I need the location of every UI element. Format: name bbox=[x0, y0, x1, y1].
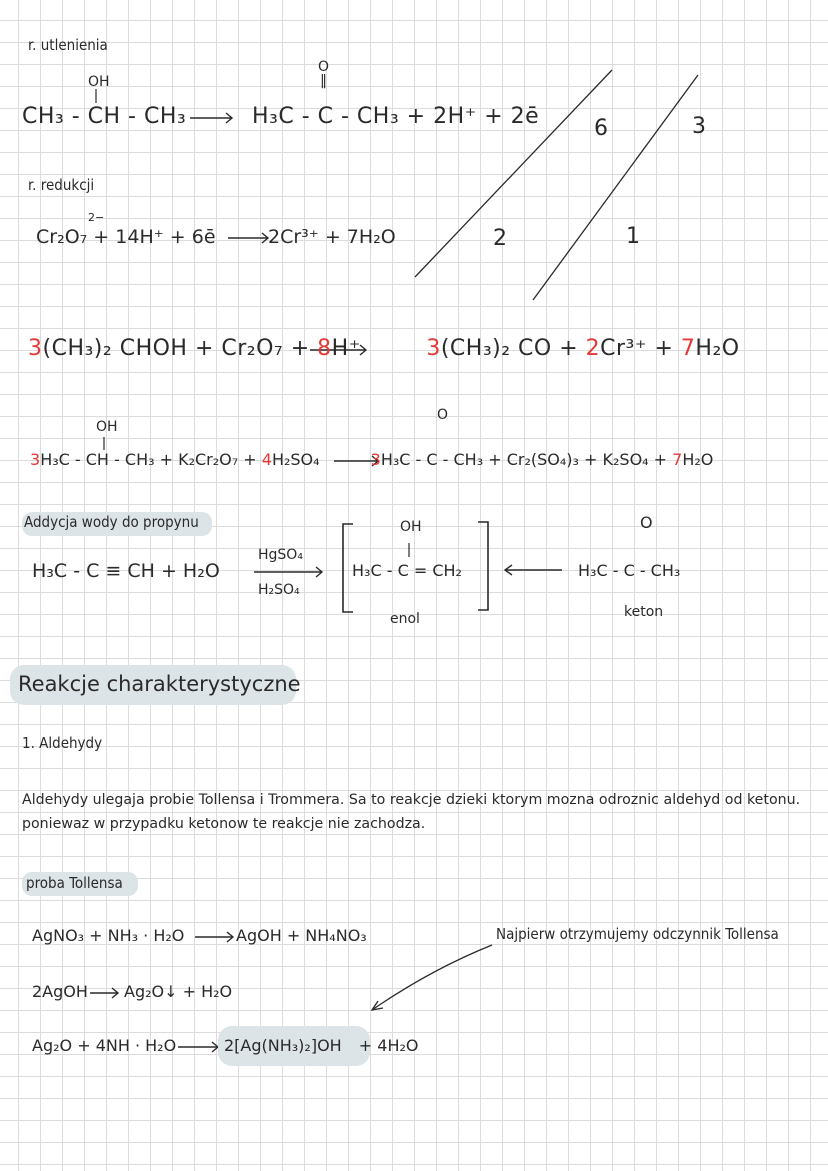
tollens-eq3-reactants: Ag₂O + 4NH · H₂O bbox=[32, 1036, 177, 1055]
balanced2-oh: OH bbox=[96, 419, 118, 435]
section-title: Reakcje charakterystyczne bbox=[18, 672, 301, 696]
reduction-label: r. redukcji bbox=[28, 176, 95, 194]
tollens-title: proba Tollensa bbox=[26, 874, 123, 892]
addition-title: Addycja wody do propynu bbox=[24, 513, 199, 531]
tollens-eq3-products bbox=[224, 1038, 419, 1054]
balanced-equation-2: 3H₃C - CH - CH₃ + K₂Cr₂O₇ + 4H₂SO₄ 3H₃C - C - CH₃ + Cr₂(SO₄)₃ + K₂SO₄ + 7H₂O bbox=[30, 450, 714, 469]
tollens-eq2-reactants: 2AgOH bbox=[32, 982, 88, 1001]
oxidation-reactant: CH₃ - CH - CH₃ bbox=[22, 104, 187, 129]
section-paragraph-line-2: poniewaz w przypadku ketonow te reakcje nie zachodza. bbox=[22, 816, 426, 832]
oxidation-coefficient-3: 3 bbox=[692, 114, 707, 139]
tollens-eq2-products: Ag₂O↓ + H₂O bbox=[124, 982, 233, 1001]
reduction-coefficient-1: 1 bbox=[626, 224, 641, 249]
enol-oh: OH bbox=[400, 519, 422, 535]
section-subtitle: 1. Aldehydy bbox=[22, 734, 103, 752]
tollens-eq3-rest: + 4H₂O bbox=[353, 1036, 419, 1055]
note-arrow bbox=[372, 945, 492, 1010]
enol-bracket-right bbox=[478, 522, 488, 610]
enol-label: enol bbox=[390, 611, 420, 627]
balanced-equation-1: 3(CH₃)₂ CHOH + Cr₂O₇ + 8H⁺ 3(CH₃)₂ CO + 2Cr³⁺ + 7H₂O bbox=[28, 336, 740, 361]
oxidation-oh: OH bbox=[88, 74, 110, 90]
balanced2-o: O bbox=[437, 407, 449, 423]
keton-o: O bbox=[640, 513, 653, 532]
addition-catalyst-top: HgSO₄ bbox=[258, 547, 303, 563]
tollens-eq1-reactants: AgNO₃ + NH₃ · H₂O bbox=[32, 926, 185, 945]
oxidation-label: r. utlenienia bbox=[28, 36, 108, 54]
keton-label: keton bbox=[624, 604, 664, 620]
reduction-charge: 2− bbox=[88, 211, 105, 224]
tollens-reagent: 2[Ag(NH₃)₂]OH bbox=[224, 1036, 342, 1055]
addition-catalyst-bottom: H₂SO₄ bbox=[258, 582, 300, 598]
cross-line-1 bbox=[415, 70, 612, 277]
oxidation-product: H₃C - C - CH₃ + 2H⁺ + 2ē bbox=[252, 104, 540, 129]
tollens-note: Najpierw otrzymujemy odczynnik Tollensa bbox=[496, 925, 779, 943]
cross-line-2 bbox=[533, 75, 698, 300]
oxidation-carbonyl-o: O bbox=[318, 59, 330, 75]
oxidation-double-bond: ‖ bbox=[320, 73, 327, 89]
reduction-products: 2Cr³⁺ + 7H₂O bbox=[268, 226, 396, 248]
reduction-coefficient-2: 2 bbox=[493, 226, 508, 251]
oxidation-coefficient-6: 6 bbox=[594, 116, 609, 141]
reduction-reactants: Cr₂O₇ + 14H⁺ + 6ē bbox=[36, 226, 216, 248]
tollens-eq1-products: AgOH + NH₄NO₃ bbox=[236, 926, 367, 945]
section-paragraph-line-1: Aldehydy ulegaja probie Tollensa i Trommera. Sa to reakcje dzieki ktorym mozna odroznic aldehyd od ketonu. bbox=[22, 792, 801, 808]
addition-reactants: H₃C - C ≡ CH + H₂O bbox=[32, 560, 220, 582]
enol-formula: H₃C - C = CH₂ bbox=[352, 561, 462, 580]
keton-formula: H₃C - C - CH₃ bbox=[578, 561, 681, 580]
